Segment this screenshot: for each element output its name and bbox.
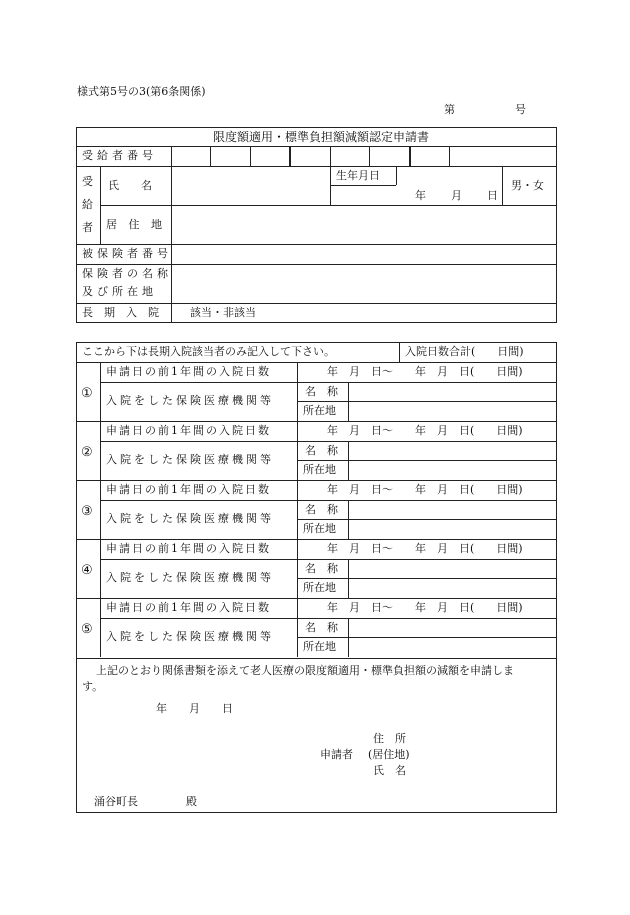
name-label: 氏 名 [108, 179, 152, 192]
entry-number: ④ [81, 563, 93, 578]
recipient-number-label: 受給者番号 [82, 149, 157, 162]
entry-institution-label: 入院をした保険医療機関等 [106, 453, 274, 466]
recipient-side-2: 給 [82, 198, 93, 211]
entry-address-label: 所在地 [303, 404, 336, 417]
entry-period[interactable]: 年 月 日〜 年 月 日( 日間) [327, 365, 523, 378]
entry-days-label: 申請日の前1年間の入院日数 [106, 483, 271, 496]
entry-days-label: 申請日の前1年間の入院日数 [106, 601, 271, 614]
entry-institution-label: 入院をした保険医療機関等 [106, 512, 274, 525]
recipient-side-1: 受 [82, 175, 93, 188]
entry-number: ② [81, 445, 93, 460]
entry-days-label: 申請日の前1年間の入院日数 [106, 365, 271, 378]
birth-label: 生年月日 [336, 169, 380, 182]
addressee: 涌谷町長 [94, 795, 138, 808]
form-number: 様式第5号の3(第6条関係) [77, 85, 206, 98]
entry-period[interactable]: 年 月 日〜 年 月 日( 日間) [327, 542, 523, 555]
entry-address-label: 所在地 [303, 463, 336, 476]
applicant-label: 申請者 [320, 748, 353, 761]
number-dai: 第 [444, 103, 455, 116]
declaration-date[interactable]: 年 月 日 [156, 702, 233, 715]
entry-address-label: 所在地 [303, 522, 336, 535]
entry-number: ⑤ [81, 622, 93, 637]
entry-period[interactable]: 年 月 日〜 年 月 日( 日間) [327, 483, 523, 496]
entry-period[interactable]: 年 月 日〜 年 月 日( 日間) [327, 424, 523, 437]
birth-year: 年 [415, 189, 426, 202]
number-go: 号 [515, 103, 526, 116]
entry-period[interactable]: 年 月 日〜 年 月 日( 日間) [327, 601, 523, 614]
birth-month: 月 [451, 189, 462, 202]
total-days-label: 入院日数合計( 日間) [405, 345, 524, 358]
recipient-side-3: 者 [82, 221, 93, 234]
applicant-name-label: 氏 名 [373, 764, 406, 777]
sex-field[interactable]: 男・女 [511, 179, 544, 192]
long-stay-note: ここから下は長期入院該当者のみ記入して下さい。 [82, 345, 335, 358]
address-label: 住 所 [373, 732, 406, 745]
form-title: 限度額適用・標準負担額減額認定申請書 [213, 130, 430, 144]
entry-number: ① [81, 386, 93, 401]
insurer-label-1: 保険者の名称 [82, 267, 172, 280]
residence-label: 居 住 地 [106, 218, 166, 231]
entry-days-label: 申請日の前1年間の入院日数 [106, 424, 271, 437]
residence-paren-label: (居住地) [368, 748, 410, 761]
honorific: 殿 [186, 795, 197, 808]
entry-institution-label: 入院をした保険医療機関等 [106, 571, 274, 584]
insurer-label-2: 及び所在地 [82, 285, 157, 298]
entry-address-label: 所在地 [303, 640, 336, 653]
entry-number: ③ [81, 504, 93, 519]
declaration-text-1: 上記のとおり関係書類を添えて老人医療の限度額適用・標準負担額の減額を申請しま [96, 664, 514, 677]
insured-number-label: 被保険者番号 [82, 247, 172, 260]
entry-name-label: 名 称 [305, 503, 338, 516]
entry-address-label: 所在地 [303, 581, 336, 594]
entry-institution-label: 入院をした保険医療機関等 [106, 394, 274, 407]
long-stay-value[interactable]: 該当・非該当 [190, 306, 256, 319]
entry-institution-label: 入院をした保険医療機関等 [106, 630, 274, 643]
declaration-text-2: す。 [82, 680, 104, 693]
birth-day: 日 [487, 189, 498, 202]
entry-name-label: 名 称 [305, 562, 338, 575]
entry-name-label: 名 称 [305, 444, 338, 457]
entry-name-label: 名 称 [305, 621, 338, 634]
entry-days-label: 申請日の前1年間の入院日数 [106, 542, 271, 555]
long-stay-label: 長 期 入 院 [82, 306, 159, 319]
entry-name-label: 名 称 [305, 385, 338, 398]
